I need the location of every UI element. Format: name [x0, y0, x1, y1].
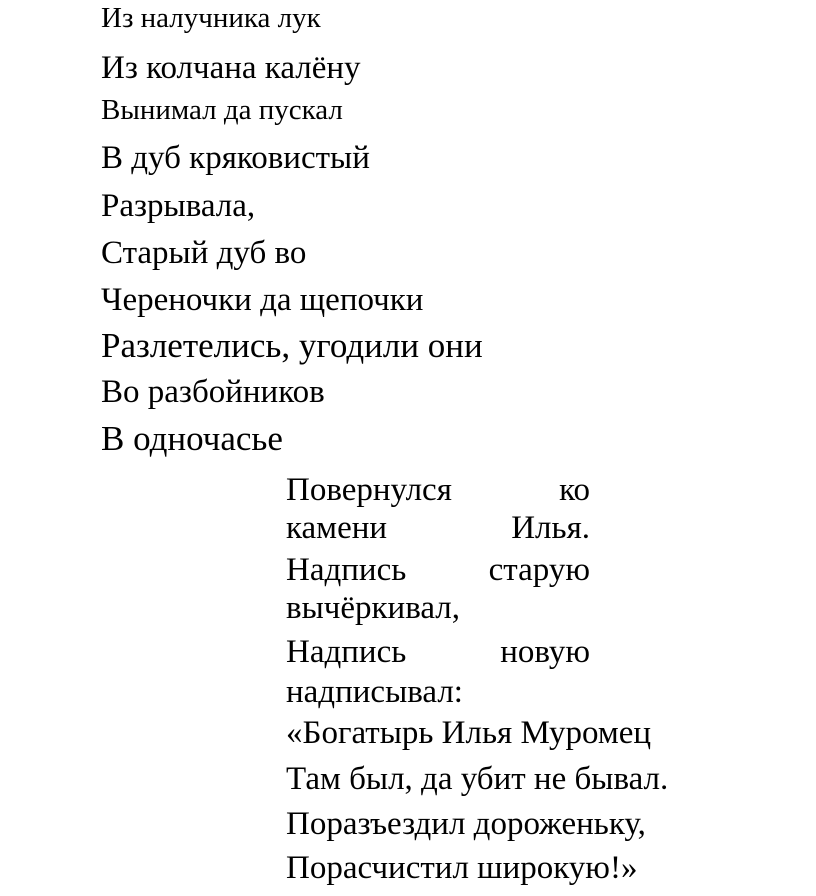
word: Илья. [511, 510, 590, 546]
justified-line [286, 636, 590, 669]
poem-line: Старый дуб во [101, 235, 307, 271]
poem-line: Вынимал да пускал [101, 94, 343, 126]
justified-line [286, 554, 590, 587]
word: Надпись [286, 552, 407, 588]
word: старую [488, 552, 590, 588]
word: ко [559, 472, 590, 508]
poem-line: Череночки да щепочки [101, 282, 424, 318]
word: новую [500, 634, 590, 670]
poem-line: надписывал: [286, 674, 463, 710]
justified-line [286, 512, 590, 545]
poem-line: Там был, да убит не бывал. [286, 761, 669, 797]
poem-line: В одночасье [101, 419, 283, 458]
poem-line: вычёркивал, [286, 590, 460, 626]
poem-line: Из налучника лук [101, 2, 321, 34]
word: камени [286, 510, 388, 546]
poem-line: Из колчана калёну [101, 50, 361, 86]
poem-line: «Богатырь Илья Муромец [286, 715, 652, 751]
word: Надпись [286, 634, 407, 670]
justified-line [286, 474, 590, 507]
poem-line: В дуб кряковистый [101, 140, 370, 176]
poem-line: Во разбойников [101, 374, 325, 410]
word: Повернулся [286, 472, 452, 508]
poem-line: Порасчистил широкую!» [286, 850, 638, 886]
poem-line: Поразъездил дороженьку, [286, 806, 646, 842]
poem-line: Разрывала, [101, 188, 256, 224]
poem-line: Разлетелись, угодили они [101, 326, 483, 365]
